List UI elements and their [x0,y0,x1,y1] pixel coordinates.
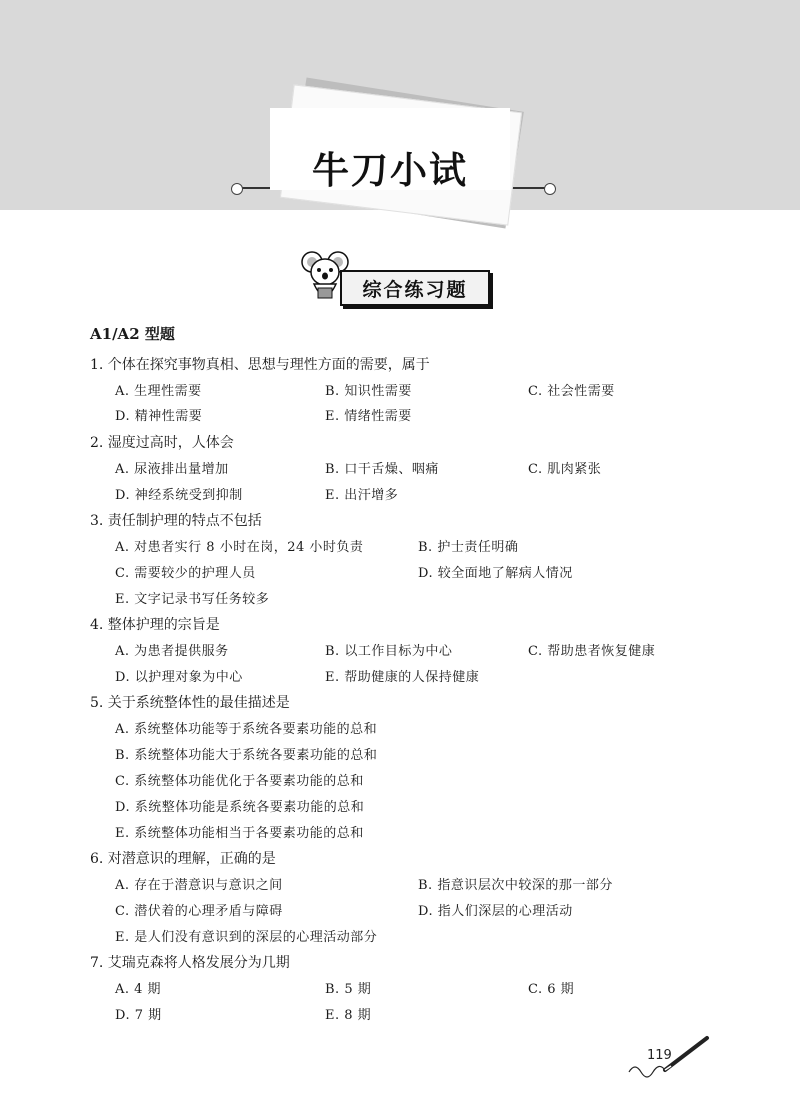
q7-option-e: E. 8 期 [325,1008,372,1023]
q2-option-c: C. 肌肉紧张 [528,462,602,477]
q2-option-e: E. 出汗增多 [325,488,399,503]
question-2: 2. 湿度过高时，人体会 [90,435,234,451]
q6-option-b: B. 指意识层次中较深的那一部分 [418,878,613,893]
q3-option-a: A. 对患者实行 8 小时在岗，24 小时负责 [115,540,364,555]
q6-option-e: E. 是人们没有意识到的深层的心理活动部分 [115,930,378,945]
q5-option-e: E. 系统整体功能相当于各要素功能的总和 [115,826,364,841]
q2-option-a: A. 尿液排出量增加 [115,462,229,477]
q6-option-d: D. 指人们深层的心理活动 [418,904,573,919]
question-4: 4. 整体护理的宗旨是 [90,617,220,633]
header-rule-dot-right [544,183,556,195]
page-number: 119 [647,1048,672,1063]
question-6: 6. 对潜意识的理解，正确的是 [90,851,276,867]
q7-option-a: A. 4 期 [115,982,162,997]
question-1: 1. 个体在探究事物真相、思想与理性方面的需要，属于 [90,357,430,373]
q2-option-d: D. 神经系统受到抑制 [115,488,243,503]
q4-option-d: D. 以护理对象为中心 [115,670,243,685]
q1-option-d: D. 精神性需要 [115,409,203,424]
chapter-title: 牛刀小试 [312,149,468,192]
q3-option-c: C. 需要较少的护理人员 [115,566,256,581]
q3-option-b: B. 护士责任明确 [418,540,519,555]
q1-option-a: A. 生理性需要 [115,384,202,399]
q1-option-e: E. 情绪性需要 [325,409,412,424]
q7-option-c: C. 6 期 [528,982,575,997]
q4-option-c: C. 帮助患者恢复健康 [528,644,656,659]
q5-option-a: A. 系统整体功能等于系统各要素功能的总和 [115,722,378,737]
q3-option-d: D. 较全面地了解病人情况 [418,566,573,581]
question-7: 7. 艾瑞克森将人格发展分为几期 [90,955,290,971]
q4-option-b: B. 以工作目标为中心 [325,644,453,659]
question-5: 5. 关于系统整体性的最佳描述是 [90,695,290,711]
q4-option-a: A. 为患者提供服务 [115,644,229,659]
q3-option-e: E. 文字记录书写任务较多 [115,592,270,607]
q6-option-c: C. 潜伏着的心理矛盾与障碍 [115,904,283,919]
q6-option-a: A. 存在于潜意识与意识之间 [115,878,283,893]
q5-option-b: B. 系统整体功能大于系统各要素功能的总和 [115,748,378,763]
header-rule-dot-left [231,183,243,195]
q1-option-b: B. 知识性需要 [325,384,412,399]
q7-option-b: B. 5 期 [325,982,372,997]
q4-option-e: E. 帮助健康的人保持健康 [325,670,480,685]
q2-option-b: B. 口干舌燥、咽痛 [325,462,439,477]
section-badge-label: 综合练习题 [340,270,490,306]
q5-option-d: D. 系统整体功能是系统各要素功能的总和 [115,800,365,815]
q1-option-c: C. 社会性需要 [528,384,615,399]
q7-option-d: D. 7 期 [115,1008,162,1023]
section-title: A1/A2 型题 [90,325,175,343]
question-3: 3. 责任制护理的特点不包括 [90,513,262,529]
q5-option-c: C. 系统整体功能优化于各要素功能的总和 [115,774,364,789]
